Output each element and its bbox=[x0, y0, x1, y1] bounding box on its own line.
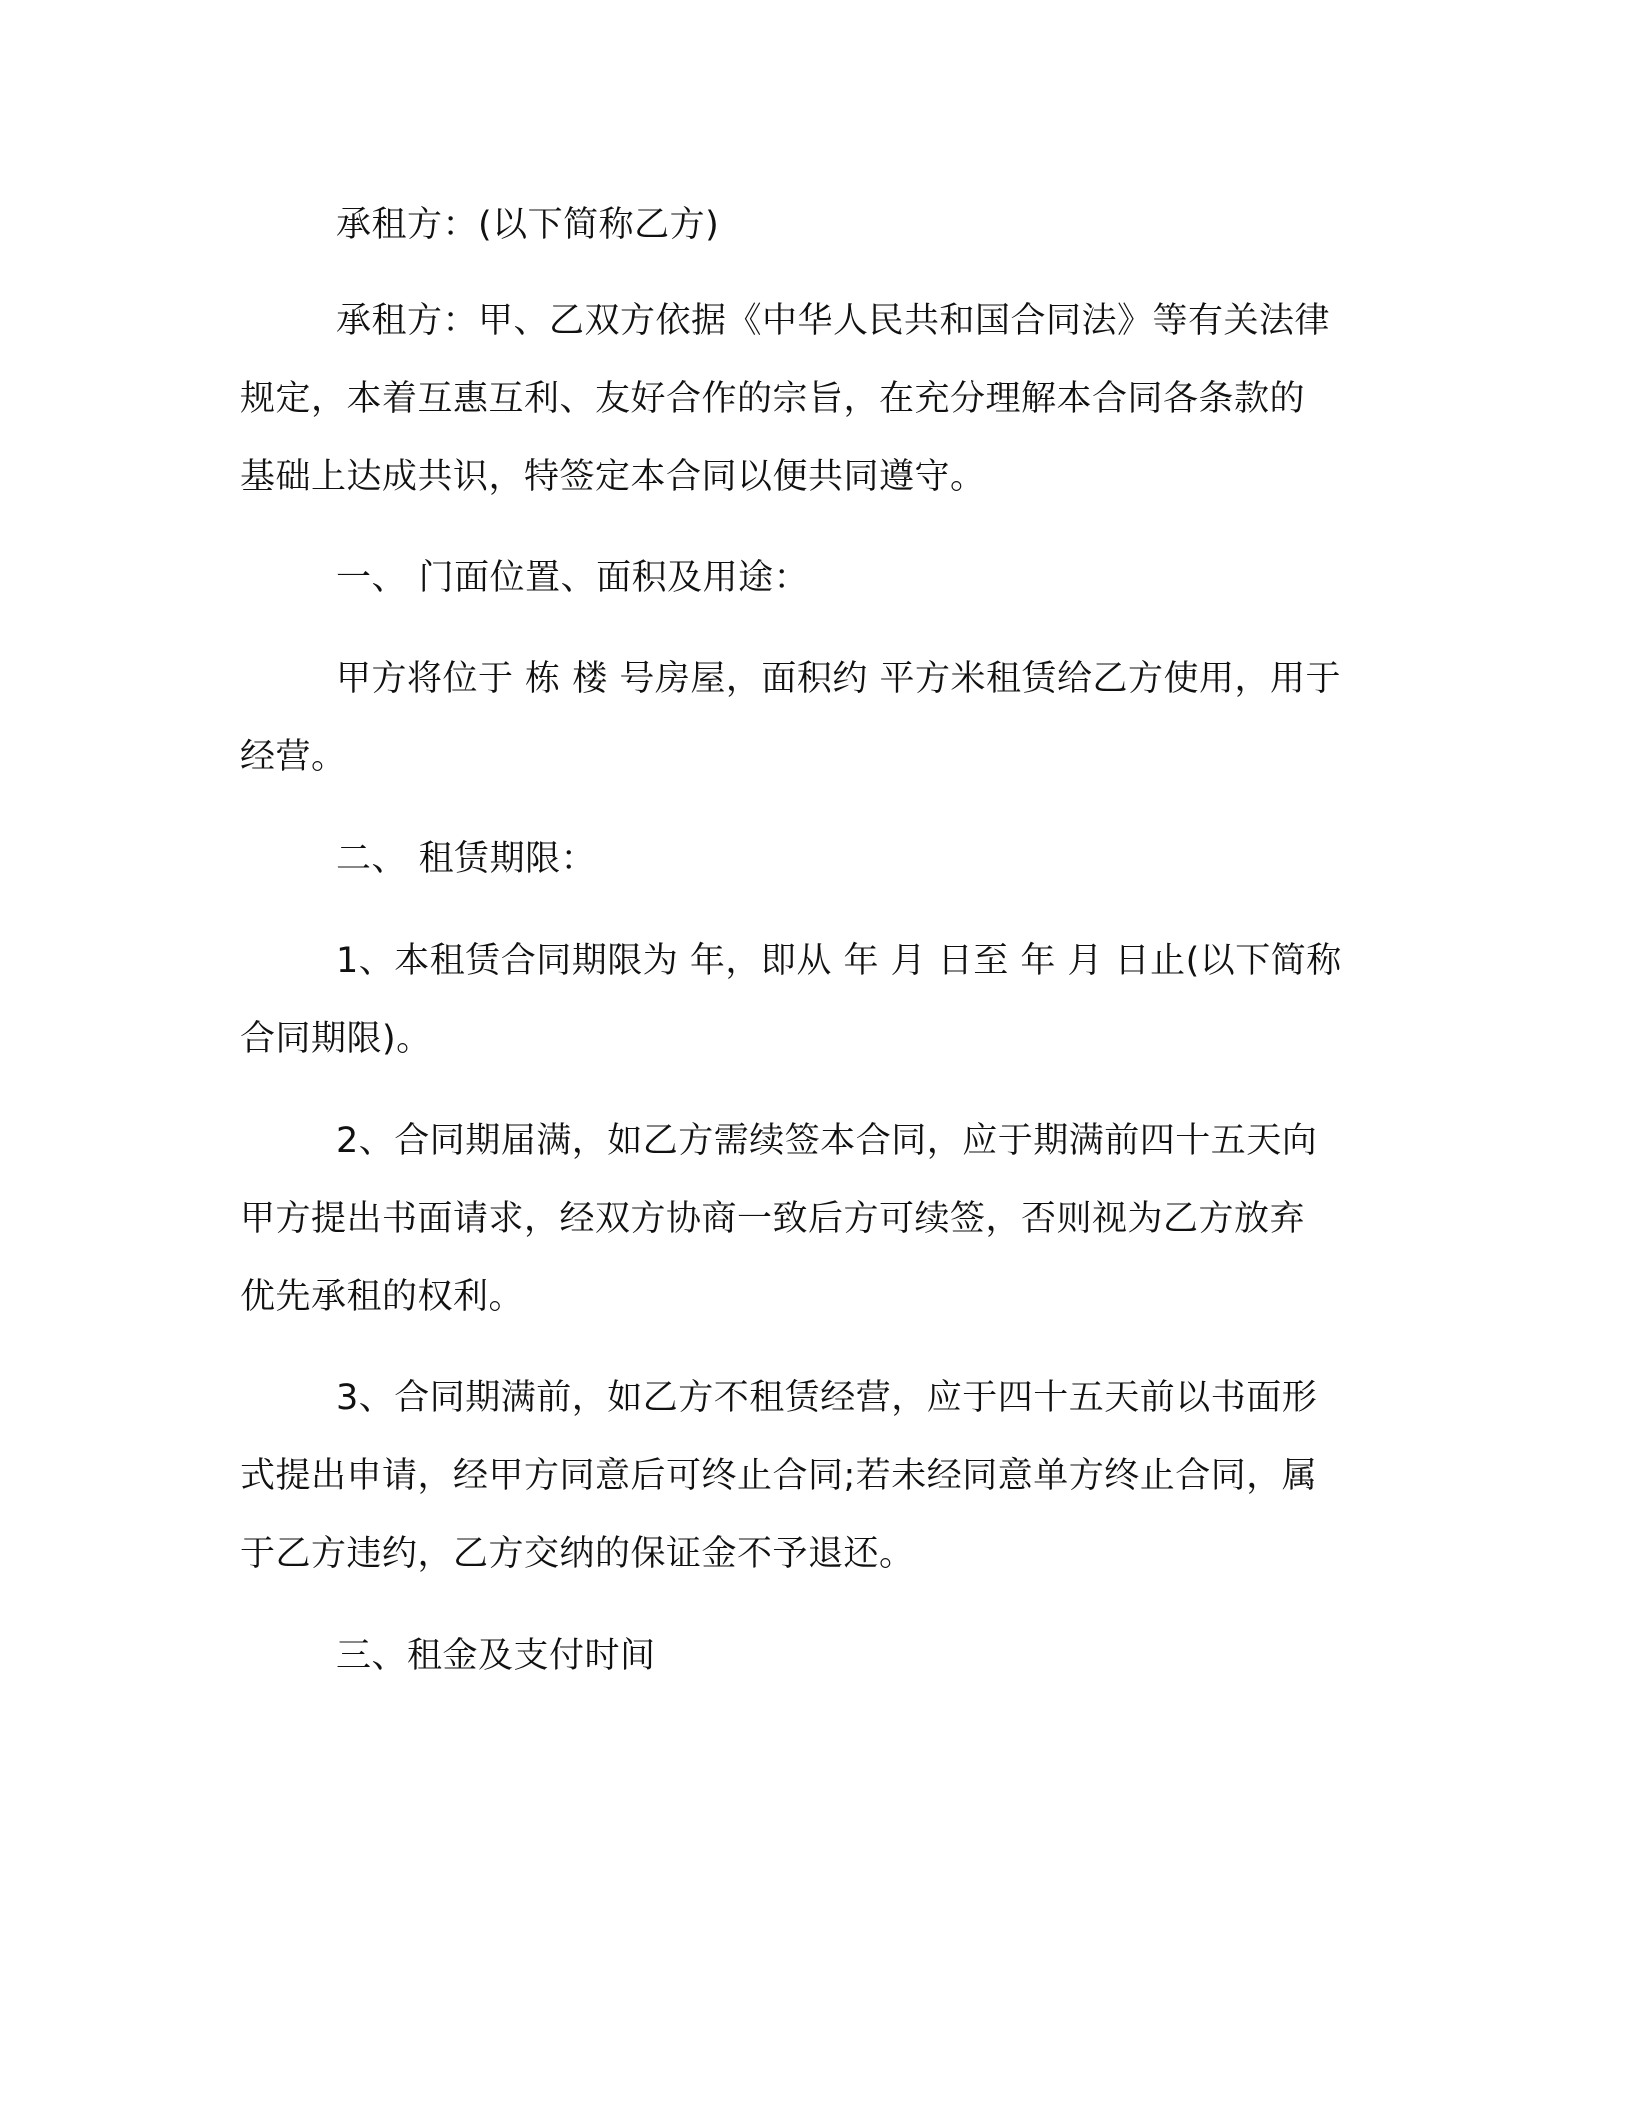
section-1-heading bbox=[240, 539, 1380, 617]
section-3-heading bbox=[240, 1617, 1380, 1695]
clause-2-1 bbox=[240, 922, 1380, 1078]
text-line: 2、合同期届满，如乙方需续签本合同，应于期满前四十五天向 bbox=[336, 1121, 1318, 1161]
text-line: 一、 门面位置、面积及用途： bbox=[336, 558, 810, 598]
text-line: 三、租金及支付时间 bbox=[336, 1636, 656, 1676]
text-line: 甲方将位于 栋 楼 号房屋，面积约 平方米租赁给乙方使用，用于 bbox=[336, 659, 1342, 699]
text-line: 式提出申请，经甲方同意后可终止合同;若未经同意单方终止合同，属 bbox=[240, 1456, 1318, 1496]
text-line: 3、合同期满前，如乙方不租赁经营，应于四十五天前以书面形 bbox=[336, 1378, 1318, 1418]
text-line: 承租方：甲、乙双方依据《中华人民共和国合同法》等有关法律 bbox=[336, 301, 1331, 341]
text-line: 甲方提出书面请求，经双方协商一致后方可续签，否则视为乙方放弃 bbox=[240, 1199, 1306, 1239]
text-line: 基础上达成共识，特签定本合同以便共同遵守。 bbox=[240, 457, 986, 497]
text-line: 于乙方违约，乙方交纳的保证金不予退还。 bbox=[240, 1534, 915, 1574]
text-line: 优先承租的权利。 bbox=[240, 1277, 525, 1317]
section-1-body bbox=[240, 640, 1380, 796]
text-line: 经营。 bbox=[240, 737, 347, 777]
lessee-paragraph bbox=[240, 186, 1380, 264]
text-line: 1、本租赁合同期限为 年，即从 年 月 日至 年 月 日止(以下简称 bbox=[336, 941, 1342, 981]
text-line: 合同期限)。 bbox=[240, 1019, 432, 1059]
clause-2-3 bbox=[240, 1359, 1380, 1593]
section-2-heading bbox=[240, 820, 1380, 898]
text-line: 二、 租赁期限： bbox=[336, 839, 597, 879]
preamble-paragraph bbox=[240, 282, 1380, 516]
clause-2-2 bbox=[240, 1102, 1380, 1336]
text-line: 规定，本着互惠互利、友好合作的宗旨，在充分理解本合同各条款的 bbox=[240, 379, 1306, 419]
text-line: 承租方：(以下简称乙方) bbox=[336, 205, 720, 245]
